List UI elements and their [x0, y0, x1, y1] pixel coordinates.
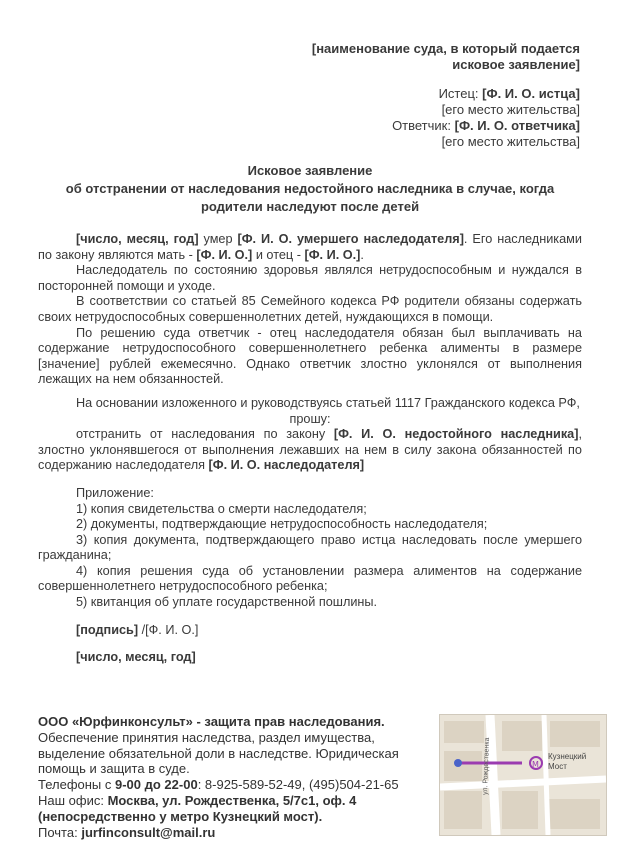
appendix-item: 4) копия решения суда об установлении размера алиментов на содержание совершеннолетнего нетрудоспособного ребенка; — [38, 563, 582, 594]
signature-line — [38, 623, 582, 639]
court-line-1: [наименование суда, в который подается — [311, 41, 580, 56]
plaintiff-label: Истец: — [438, 86, 479, 101]
metro-label-1: Кузнецкий — [548, 752, 587, 761]
signature-name: [Ф. И. О.] — [145, 622, 199, 637]
document-title — [0, 162, 620, 216]
title-line-1: Исковое заявление — [247, 163, 373, 178]
alimony-value: [значение] — [38, 356, 100, 371]
map-graphic — [440, 715, 606, 835]
defendant-address: [его место жительства] — [441, 134, 580, 149]
phones-line — [38, 777, 434, 793]
court-line-2: исковое заявление] — [452, 57, 580, 72]
signature-placeholder: [подпись] — [76, 622, 139, 637]
metro-label-2: Мост — [548, 762, 567, 771]
map-building — [444, 791, 482, 829]
unworthy-heir-name: [Ф. И. О. недостойного наследника] — [333, 427, 579, 442]
map-building — [444, 721, 484, 743]
office-marker — [454, 759, 462, 767]
paragraph-5: На основании изложенного и руководствуясь статьей 1117 Гражданского кодекса РФ, — [76, 395, 580, 410]
paragraph-1 — [38, 232, 582, 263]
death-date: [число, месяц, год] — [76, 232, 199, 246]
metro-letter-icon: M — [532, 760, 539, 769]
map-building — [444, 751, 482, 781]
phone-numbers: : 8-925-589-52-49, (495)504-21-65 — [197, 777, 399, 793]
paragraph-4 — [38, 326, 582, 388]
p1-text-1: умер — [198, 232, 238, 246]
office-map — [439, 714, 607, 836]
company-footer — [38, 714, 434, 840]
street-label: ул. Рождественка — [482, 737, 492, 796]
paragraph-3: В соответствии со статьей 85 Семейного кодекса РФ родители обязаны содержать своих нетрудоспособных совершеннолетних детей, нуждающихся в помощи. — [38, 294, 582, 324]
map-building — [502, 721, 542, 751]
phones-hours: 9-00 до 22-00 — [115, 777, 198, 793]
map-street — [490, 715, 496, 835]
defendant-label: Ответчик: — [392, 118, 451, 133]
appendix-list — [38, 502, 582, 611]
map-building — [548, 799, 600, 829]
plaintiff-line — [392, 86, 580, 102]
p4-text-2: рублей ежемесячно. Однако ответчик злостно уклонялся от выполнения лежащих на нем обязанностей. — [38, 356, 582, 387]
signature-separator: / — [138, 622, 146, 637]
defendant-name: [Ф. И. О. ответчика] — [454, 118, 580, 133]
signing-date: [число, месяц, год] — [76, 650, 196, 665]
court-block — [312, 41, 580, 73]
deceased-name: [Ф. И. О. умершего наследодателя] — [237, 232, 464, 246]
request-heading: прошу: — [289, 411, 331, 426]
p6-text-1: отстранить от наследования по закону — [76, 427, 334, 442]
email-label: Почта: — [38, 824, 82, 840]
plaintiff-address: [его место жительства] — [441, 102, 580, 117]
mother-name: [Ф. И. О.] — [196, 247, 253, 262]
office-address: Москва, ул. Рождественка, 5/7с1, оф. 4 — [107, 792, 357, 808]
p1-text-4: . — [360, 247, 364, 262]
email-link[interactable]: jurfinconsult@mail.ru — [81, 824, 216, 840]
appendix-item: 3) копия документа, подтверждающего право истца наследовать после умершего гражданина; — [38, 532, 582, 563]
defendant-line — [392, 118, 580, 134]
title-line-2: об отстранении от наследования недостойного наследника в случае, когда — [65, 181, 555, 196]
appendix-item: 5) квитанция об уплате государственной пошлины. — [76, 595, 378, 610]
paragraph-6 — [38, 427, 582, 474]
map-building — [502, 791, 538, 829]
phones-label: Телефоны с — [38, 777, 115, 793]
document-body — [38, 232, 582, 674]
appendix-title: Приложение: — [76, 485, 154, 500]
office-line — [38, 793, 434, 809]
p1-text-3: и отец - — [252, 247, 305, 262]
company-services: Обеспечение принятия наследства, раздел имущества, выделение обязательной доли в наследстве. Юридическая помощь и защита в суде. — [38, 729, 399, 777]
title-line-3: родители наследуют после детей — [200, 199, 420, 214]
company-name: ООО «Юрфинконсульт» - защита прав наследования. — [38, 714, 385, 729]
office-label: Наш офис: — [38, 792, 108, 808]
paragraph-2: Наследодатель по состоянию здоровья являлся нетрудоспособным и нуждался в посторонней помощи и уходе. — [38, 263, 582, 293]
p6-text-2: , злостно уклонявшегося от выполнения лежавших на нем в силу закона обязанностей по содержанию наследодателя — [38, 427, 582, 473]
father-name: [Ф. И. О.] — [304, 247, 361, 262]
testator-name: [Ф. И. О. наследодателя] — [208, 458, 365, 473]
map-building — [550, 721, 600, 747]
office-note: (непосредственно у метро Кузнецкий мост). — [38, 808, 323, 824]
appendix-item: 1) копия свидетельства о смерти наследодателя; — [76, 501, 367, 516]
p1-text-2: . Его наследниками по закону являются мать - — [38, 232, 582, 262]
plaintiff-name: [Ф. И. О. истца] — [482, 86, 580, 101]
appendix-item: 2) документы, подтверждающие нетрудоспособность наследодателя; — [76, 517, 488, 532]
p4-text-1: По решению суда ответчик - отец наследодателя обязан был выплачивать на содержание нетрудоспособного совершеннолетнего ребенка алименты в размере — [38, 325, 582, 356]
email-line — [38, 825, 434, 841]
parties-block — [392, 86, 580, 150]
